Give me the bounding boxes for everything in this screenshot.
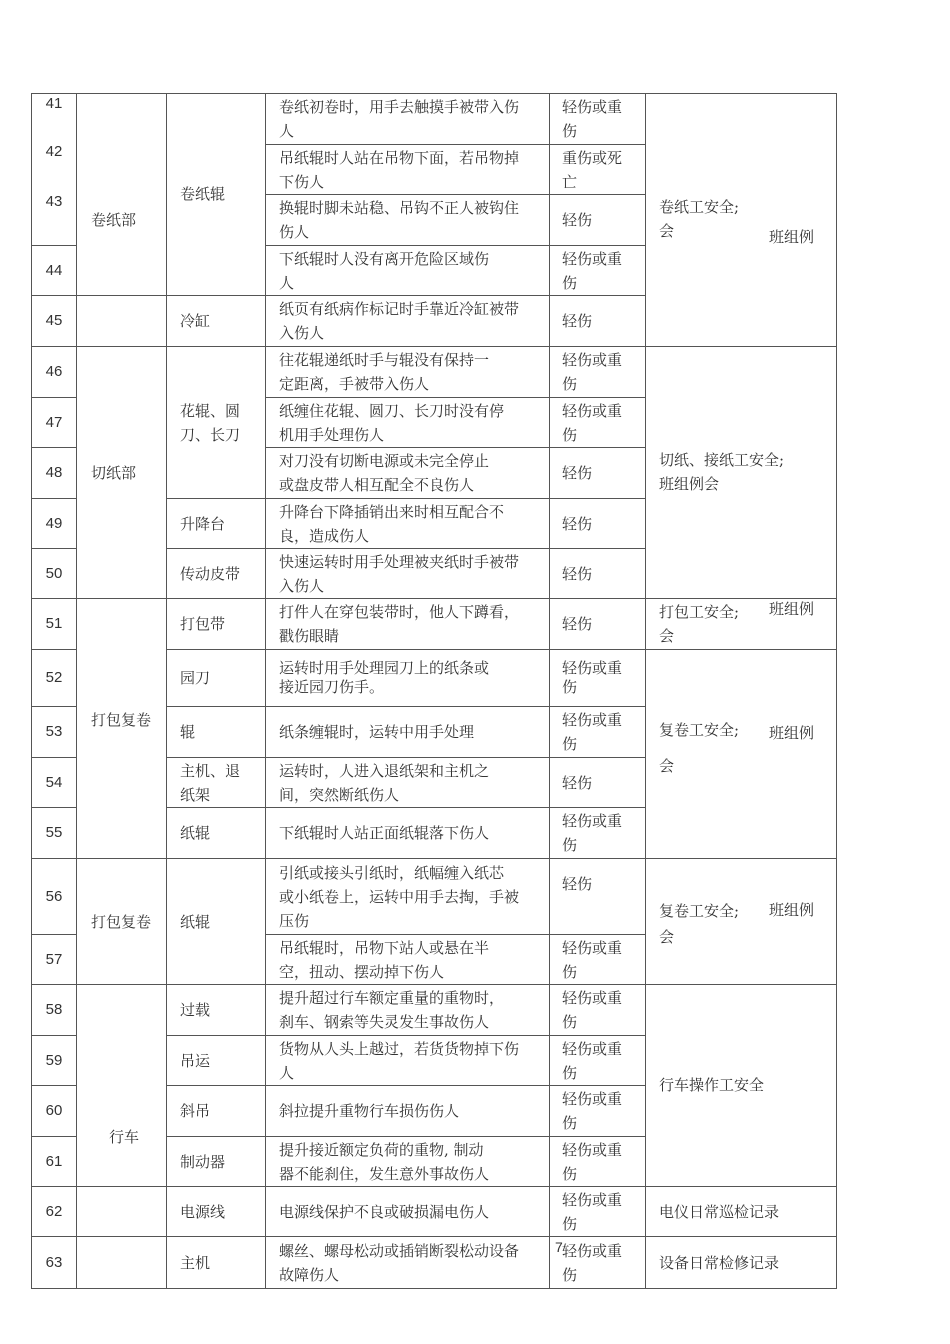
hazard-cell: 引纸或接头引纸时，纸幅缠入纸芯 或小纸卷上，运转中用手去掏，手被 压伤: [279, 863, 520, 930]
severity-cell: 轻伤或重 伤: [562, 1190, 623, 1233]
hazard-cell: 换辊时脚未站稳、吊钩不正人被钩住 伤人: [279, 199, 520, 241]
hazard-cell: 打件人在穿包装带时，他人下蹲看， 戳伤眼睛: [279, 603, 520, 645]
row-number: 57: [45, 950, 63, 968]
measure-cell: 行车操作工安全: [659, 1076, 765, 1094]
severity-cell: 轻伤: [562, 211, 593, 229]
hazard-cell: 快速运转时用手处理被夹纸时手被带 入伤人: [279, 552, 520, 595]
severity-cell: 轻伤或重 伤: [562, 351, 623, 393]
severity-cell: 轻伤或重 伤: [562, 812, 623, 854]
severity-cell: 轻伤或重 伤: [562, 401, 623, 444]
severity-cell: 轻伤或重 伤: [562, 98, 623, 140]
hazard-cell: 卷纸初卷时，用手去触摸手被带入伤 人: [279, 98, 520, 140]
equipment-cell: 园刀: [180, 669, 211, 687]
severity-cell: 轻伤或重 伤: [562, 659, 623, 696]
equipment-cell: 过载: [180, 1001, 211, 1019]
hazard-cell: 电源线保护不良或破损漏电伤人: [279, 1202, 490, 1221]
severity-cell: 轻伤: [562, 564, 593, 583]
severity-cell: 轻伤或重 伤: [562, 938, 623, 981]
hazard-cell: 提升接近额定负荷的重物, 制动 器不能刹住，发生意外事故伤人: [279, 1140, 490, 1183]
hazard-cell: 对刀没有切断电源或未完全停止 或盘皮带人相互配全不良伤人: [279, 452, 490, 494]
equipment-cell: 打包带: [180, 615, 226, 633]
measure-cell-suffix: 班组例: [769, 600, 815, 618]
hazard-cell: 运转时用手处理园刀上的纸条或 接近园刀伤手。: [279, 659, 490, 696]
row-number: 62: [45, 1202, 63, 1220]
severity-cell: 轻伤或重 伤: [562, 989, 623, 1031]
hazard-cell: 斜拉提升重物行车损伤伤人: [279, 1102, 460, 1120]
measure-cell: 复卷工安全; 会: [659, 902, 740, 946]
hazard-cell: 升降台下降插销出来时相互配合不 良，造成伤人: [279, 502, 505, 545]
row-number: 42: [45, 143, 63, 160]
severity-cell: 轻伤: [562, 773, 593, 792]
row-number: 45: [45, 312, 63, 329]
severity-cell: 轻伤或重 伤: [562, 1039, 623, 1082]
row-number: 47: [45, 413, 63, 431]
row-number: 52: [45, 669, 63, 686]
row-number: 50: [45, 564, 63, 582]
equipment-cell: 冷缸: [180, 312, 211, 330]
hazard-cell: 纸条缠辊时，运转中用手处理: [279, 723, 475, 741]
row-number: 54: [45, 773, 63, 791]
measure-cell: 卷纸工安全; 会: [659, 198, 740, 240]
row-number: 51: [45, 615, 63, 632]
hazard-cell: 下纸辊时人没有离开危险区域伤 人: [279, 249, 490, 292]
row-number: 43: [45, 193, 63, 210]
hazard-cell: 吊纸辊时，吊物下站人或悬在半 空，扭动、摆动掉下伤人: [279, 938, 490, 981]
row-number: 49: [45, 514, 63, 532]
department-cell: 行车: [109, 1127, 140, 1146]
hazard-cell: 货物从人头上越过，若货货物掉下伤 人: [279, 1039, 520, 1082]
row-number: 61: [45, 1152, 63, 1170]
row-number: 58: [45, 1001, 63, 1018]
risk-table: [31, 93, 837, 1289]
hazard-cell: 纸页有纸病作标记时手靠近冷缸被带 入伤人: [279, 300, 520, 342]
equipment-cell: 传动皮带: [180, 564, 241, 583]
severity-cell: 轻伤: [562, 615, 593, 633]
equipment-cell: 吊运: [180, 1051, 211, 1070]
row-number: 41: [45, 95, 63, 112]
row-number: 56: [45, 887, 63, 905]
department-cell: 切纸部: [91, 463, 137, 482]
row-number: 48: [45, 464, 63, 481]
severity-cell: 轻伤或重 伤: [562, 249, 623, 292]
row-number: 60: [45, 1102, 63, 1119]
equipment-cell: 主机: [180, 1253, 211, 1272]
severity-cell: 轻伤: [562, 514, 593, 533]
measure-cell-suffix: 班组例: [769, 901, 815, 919]
measure-cell: 切纸、接纸工安全; 班组例会: [659, 451, 785, 493]
equipment-cell: 纸辊: [180, 824, 211, 842]
equipment-cell: 辊: [180, 723, 196, 741]
equipment-cell: 花辊、圆 刀、长刀: [180, 401, 241, 444]
department-cell: 卷纸部: [91, 210, 137, 229]
equipment-cell: 电源线: [180, 1202, 226, 1221]
page-number: 7: [555, 1239, 563, 1255]
row-number: 59: [45, 1051, 63, 1069]
measure-cell: 电仪日常巡检记录: [659, 1202, 780, 1221]
severity-cell: 轻伤或重 伤: [562, 1090, 623, 1132]
measure-cell-suffix: 班组例: [769, 724, 815, 742]
measure-cell: 打包工安全; 会: [659, 603, 740, 645]
severity-cell: 轻伤: [562, 464, 593, 482]
equipment-cell: 主机、退 纸架: [180, 761, 241, 804]
hazard-cell: 螺丝、螺母松动或插销断裂松动设备 故障伤人: [279, 1241, 520, 1284]
hazard-cell: 运转时，人进入退纸架和主机之 间，突然断纸伤人: [279, 761, 490, 804]
severity-cell: 轻伤或重 伤: [562, 711, 623, 753]
measure-cell-suffix: 班组例: [769, 228, 815, 246]
hazard-cell: 吊纸辊时人站在吊物下面，若吊物掉 下伤人: [279, 148, 520, 191]
equipment-cell: 卷纸辊: [180, 185, 226, 203]
severity-cell: 重伤或死 亡: [562, 148, 623, 191]
hazard-cell: 往花辊递纸时手与辊没有保持一 定距离，手被带入伤人: [279, 351, 490, 393]
row-number: 63: [45, 1253, 63, 1271]
hazard-cell: 下纸辊时人站正面纸辊落下伤人: [279, 824, 490, 842]
equipment-cell: 纸辊: [180, 912, 211, 931]
hazard-cell: 纸缠住花辊、圆刀、长刀时没有停 机用手处理伤人: [279, 401, 505, 444]
equipment-cell: 制动器: [180, 1152, 226, 1171]
severity-cell: 轻伤: [562, 875, 593, 893]
measure-cell: 复卷工安全; 会: [659, 721, 740, 775]
measure-cell: 设备日常检修记录: [659, 1253, 780, 1272]
severity-cell: 轻伤或重 伤: [562, 1241, 623, 1284]
severity-cell: 轻伤或重 伤: [562, 1140, 623, 1183]
equipment-cell: 斜吊: [180, 1102, 211, 1120]
equipment-cell: 升降台: [180, 514, 226, 533]
row-number: 53: [45, 723, 63, 740]
hazard-cell: 提升超过行车额定重量的重物时， 刹车、钢索等失灵发生事故伤人: [279, 989, 505, 1031]
row-number: 46: [45, 363, 63, 380]
department-cell: 打包复卷: [91, 711, 152, 729]
department-cell: 打包复卷: [91, 912, 152, 931]
severity-cell: 轻伤: [562, 312, 593, 330]
row-number: 55: [45, 824, 63, 841]
row-number: 44: [45, 262, 63, 279]
